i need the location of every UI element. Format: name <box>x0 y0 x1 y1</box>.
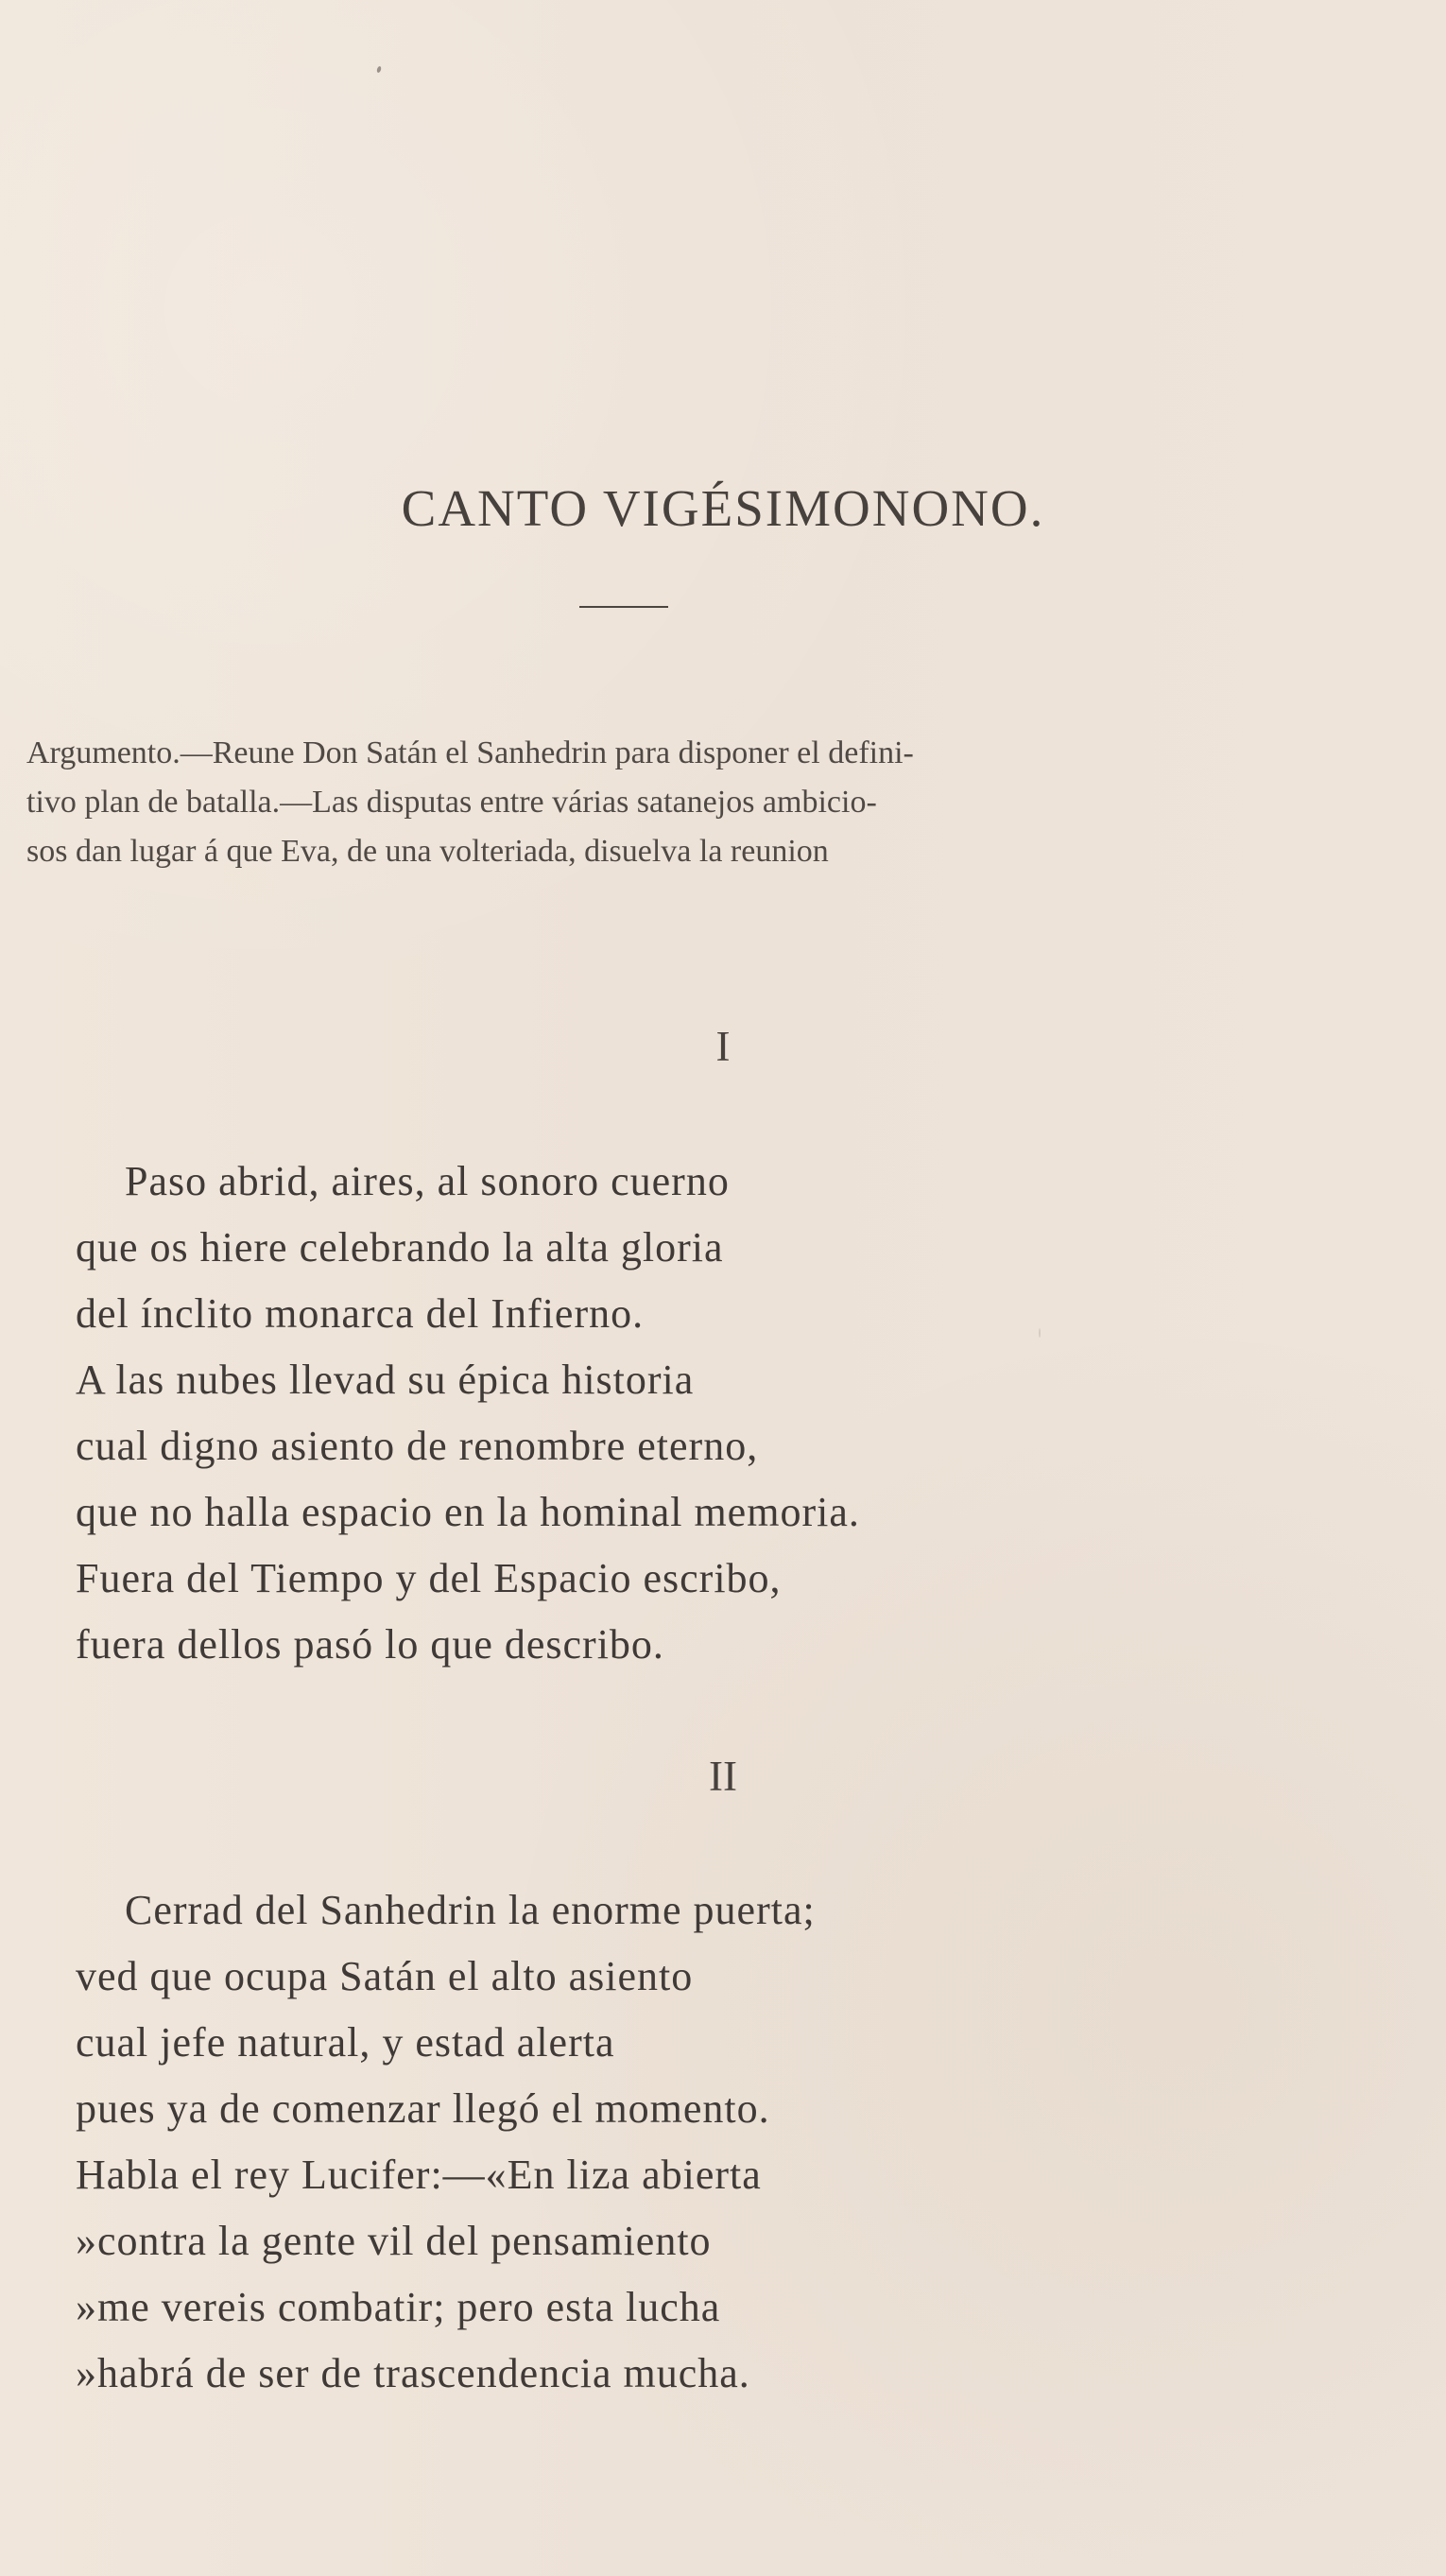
verse-line: A las nubes llevad su épica historia <box>76 1357 695 1403</box>
verse-line: Paso abrid, aires, al sonoro cuerno <box>125 1158 730 1204</box>
section-number-1: I <box>715 1023 731 1070</box>
verse-line: Habla el rey Lucifer:—«En liza abierta <box>76 2152 762 2198</box>
verse-line: que os hiere celebrando la alta gloria <box>76 1224 724 1271</box>
title-rule <box>579 606 668 608</box>
verse-line: cual jefe natural, y estad alerta <box>76 2019 615 2066</box>
verse-line: ved que ocupa Satán el alto asiento <box>76 1953 694 1999</box>
verse-line: fuera dellos pasó lo que describo. <box>76 1621 664 1668</box>
verse-line: cual digno asiento de renombre eterno, <box>76 1423 759 1469</box>
stanza-1 <box>76 1149 1266 1678</box>
stanza-2 <box>76 1877 1266 2407</box>
argument-line: tivo plan de batalla.—Las disputas entre várias satanejos ambicio- <box>26 785 877 820</box>
argument-paragraph <box>26 729 1241 876</box>
verse-line: que no halla espacio en la hominal memoria. <box>76 1489 860 1535</box>
verse-line: del ínclito monarca del Infierno. <box>76 1290 645 1337</box>
verse-line: »me vereis combatir; pero esta lucha <box>76 2284 721 2330</box>
verse-line: Cerrad del Sanhedrin la enorme puerta; <box>125 1887 816 1933</box>
verse-line: Fuera del Tiempo y del Espacio escribo, <box>76 1555 782 1601</box>
section-number-2: II <box>709 1753 737 1800</box>
argument-line: sos dan lugar á que Eva, de una volteriada, disuelva la reunion <box>26 834 829 869</box>
verse-line: pues ya de comenzar llegó el momento. <box>76 2085 770 2132</box>
verse-line: »habrá de ser de trascendencia mucha. <box>76 2350 750 2396</box>
argument-line: Argumento.—Reune Don Satán el Sanhedrin para disponer el defini- <box>26 735 914 770</box>
paper-speck <box>376 66 382 74</box>
verse-line: »contra la gente vil del pensamiento <box>76 2218 712 2264</box>
page-title: CANTO VIGÉSIMONONO. <box>401 479 1045 537</box>
